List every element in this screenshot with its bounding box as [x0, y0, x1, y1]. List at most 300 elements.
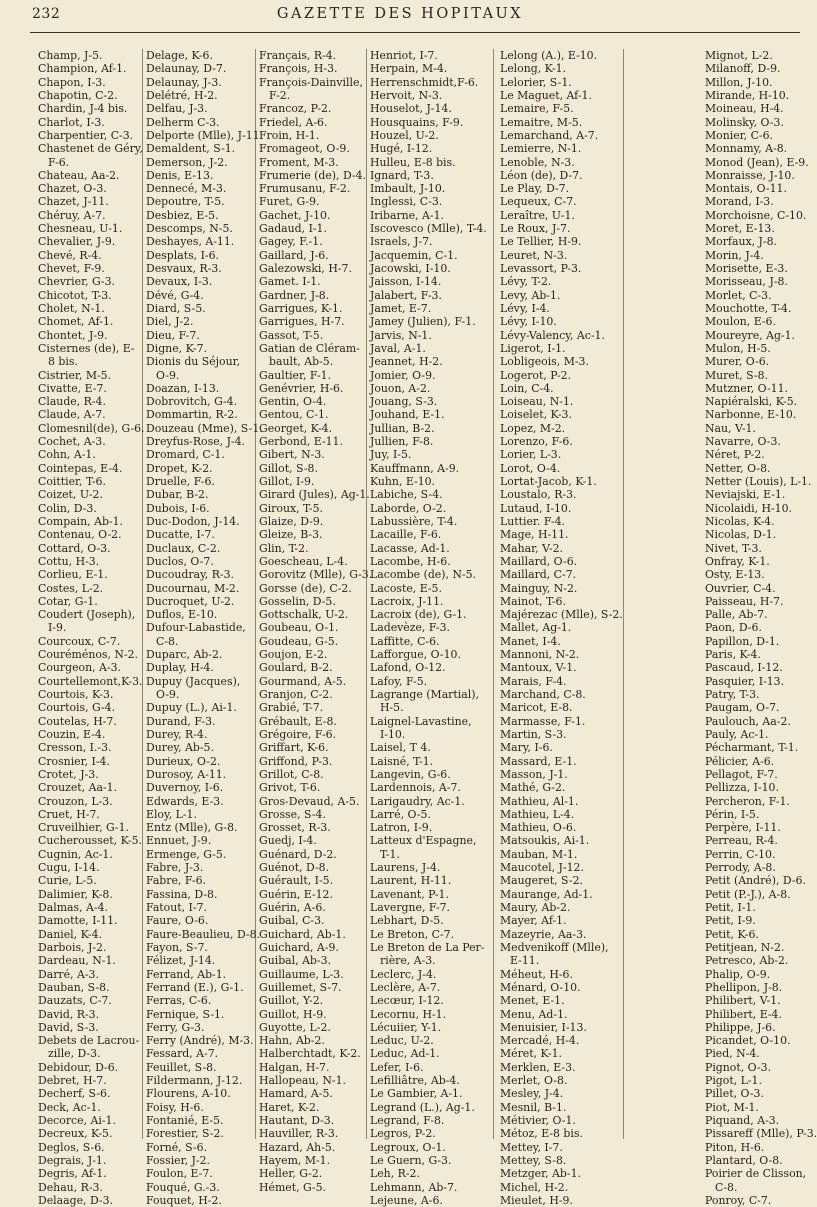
index-entry: Merlet, O-8. — [500, 1074, 568, 1088]
index-entry: Lacombe, H-6. — [370, 554, 451, 568]
index-entry: Entz (Mlle), G-8. — [146, 821, 238, 835]
index-entry: Cottard, O-3. — [38, 541, 111, 555]
index-entry: Forestier, S-2. — [146, 1127, 224, 1141]
index-entry: Griffond, P-3. — [259, 754, 333, 768]
index-entry: Neviajski, E-1. — [705, 488, 786, 502]
index-entry: Menu, Ad-1. — [500, 1007, 568, 1021]
index-entry: Duvernoy, I-6. — [146, 781, 224, 795]
index-entry: Garrigues, K-1. — [259, 301, 343, 315]
index-entry: Dalmas, A-4. — [38, 901, 108, 914]
index-entry: Mauban, M-1. — [500, 847, 578, 861]
index-entry: Deck, Ac-1. — [38, 1100, 101, 1114]
index-entry: Ferry (André), M-3. — [146, 1034, 254, 1048]
index-entry: Costes, L-2. — [38, 581, 104, 595]
index-entry: Mutzner, O-11. — [705, 381, 788, 395]
index-entry: Dobrovitch, G-4. — [146, 395, 238, 409]
index-entry: Laurens, J-4. — [370, 861, 441, 875]
index-entry: Lelong (A.), E-10. — [500, 49, 598, 62]
index-entry: Imbault, J-10. — [370, 182, 446, 196]
index-entry: Mayer, Af-1. — [500, 914, 567, 928]
index-entry: Lafond, O-12. — [370, 661, 446, 675]
index-entry: Piot, M-1. — [705, 1100, 759, 1114]
index-entry: Lévy, I-10. — [500, 315, 557, 329]
index-entry: Guillot, H-9. — [259, 1007, 327, 1021]
index-entry: Pellizza, I-10. — [705, 781, 779, 795]
index-entry: Chicotot, T-3. — [38, 288, 112, 302]
index-entry: Charlot, I-3. — [38, 115, 105, 129]
index-entry: F-6. — [48, 155, 70, 169]
index-entry: Guyotte, L-2. — [259, 1020, 331, 1034]
index-entry: Logerot, P-2. — [500, 368, 572, 382]
index-entry: Chastenet de Géry, — [38, 142, 143, 156]
index-entry: Ligerot, I-1. — [500, 341, 566, 355]
index-entry: Lemaire, F-5. — [500, 102, 574, 116]
index-entry: Mignot, L-2. — [705, 49, 773, 62]
index-entry: Gillot, S-8. — [259, 461, 318, 475]
index-entry: Curie, L-5. — [38, 874, 97, 888]
index-entry: Jaisson, I-14. — [370, 275, 442, 289]
index-entry: Chontet, J-9. — [38, 328, 108, 342]
index-entry: Jouhand, E-1. — [370, 408, 445, 422]
index-entry: Morlet, C-3. — [705, 288, 772, 302]
index-entry: Giroux, T-5. — [259, 501, 323, 515]
index-entry: Marais, F-4. — [500, 674, 567, 688]
index-entry: Mettey, S-8. — [500, 1153, 567, 1167]
index-entry: Gachet, J-10. — [259, 208, 331, 222]
index-entry: Fayon, S-7. — [146, 940, 208, 954]
index-entry: Forné, S-6. — [146, 1140, 208, 1154]
index-entry: Henriot, I-7. — [370, 49, 438, 62]
index-entry: Méret, K-1. — [500, 1047, 562, 1061]
index-entry: Cruveilhier, G-1. — [38, 821, 129, 835]
index-entry: Perpère, I-11. — [705, 821, 781, 835]
index-entry: Fouquet, H-2. — [146, 1193, 222, 1207]
index-entry: Leduc, U-2. — [370, 1034, 434, 1048]
index-entry: Gaultier, F-1. — [259, 368, 332, 382]
index-entry: Hallopeau, N-1. — [259, 1074, 346, 1088]
index-entry: Goubeau, O-1. — [259, 621, 339, 635]
index-entry: Claude, R-4. — [38, 395, 106, 409]
index-entry: Jullien, F-8. — [370, 435, 434, 449]
index-entry: Mesnil, B-1. — [500, 1100, 567, 1114]
index-entry: Cugu, I-14. — [38, 861, 100, 875]
index-entry: Chapotin, C-2. — [38, 88, 118, 102]
index-entry: Mieulet, H-9. — [500, 1193, 573, 1207]
index-entry: O-9. — [156, 688, 180, 701]
index-entry: Nau, V-1. — [705, 421, 756, 435]
index-entry: Loiselet, K-3. — [500, 408, 572, 422]
index-entry: Morin, J-4. — [705, 248, 764, 262]
index-entry: Martin, S-3. — [500, 727, 567, 741]
index-entry: Lagrange (Martial), — [370, 688, 479, 701]
index-entry: Ducoudray, R-3. — [146, 568, 234, 582]
index-entry: Hautant, D-3. — [259, 1114, 335, 1127]
index-entry: Glaize, D-9. — [259, 514, 324, 528]
index-entry: Menet, E-1. — [500, 994, 565, 1008]
index-entry: Léon (de), D-7. — [500, 168, 583, 182]
index-entry: Métoz, E-8 bis. — [500, 1127, 583, 1141]
index-entry: Delfau, J-3. — [146, 102, 208, 116]
index-entry: Descomps, N-5. — [146, 222, 233, 236]
index-entry: Guichard, A-9. — [259, 940, 339, 954]
index-entry: Murer, O-6. — [705, 355, 770, 369]
index-column-6 — [705, 49, 817, 1207]
index-entry: Chevrier, G-3. — [38, 275, 115, 289]
index-entry: Leclère, A-7. — [370, 980, 441, 994]
index-entry: Félizet, J-14. — [146, 954, 216, 968]
index-entry: Michel, H-2. — [500, 1180, 569, 1194]
index-entry: Montais, O-11. — [705, 182, 787, 196]
index-entry: zille, D-3. — [48, 1047, 101, 1061]
index-entry: Javal, A-1. — [370, 341, 426, 355]
index-entry: Dropet, K-2. — [146, 461, 213, 475]
index-entry: Galezowski, H-7. — [259, 262, 352, 275]
index-entry: Maricot, E-8. — [500, 701, 573, 715]
index-entry: Decorce, Ai-1. — [38, 1114, 116, 1127]
index-entry: Philibert, E-4. — [705, 1007, 782, 1021]
index-entry: Dalimier, K-8. — [38, 887, 113, 901]
index-entry: Navarre, O-3. — [705, 435, 781, 449]
index-entry: Lefer, I-6. — [370, 1060, 424, 1074]
index-entry: Darré, A-3. — [38, 967, 99, 981]
index-entry: Dardeau, N-1. — [38, 954, 116, 968]
index-entry: Paris, K-4. — [705, 648, 761, 662]
index-entry: Cochet, A-3. — [38, 435, 106, 449]
index-entry: Pied, N-4. — [705, 1047, 760, 1061]
index-entry: Labiche, S-4. — [370, 488, 443, 502]
index-entry: Crouzon, L-3. — [38, 794, 113, 808]
index-entry: Durand, F-3. — [146, 714, 216, 728]
index-entry: Maurange, Ad-1. — [500, 887, 593, 901]
index-entry: Pillet, O-3. — [705, 1087, 764, 1101]
index-entry: Lorier, L-3. — [500, 448, 562, 462]
index-entry: Housquains, F-9. — [370, 115, 464, 129]
index-entry: Ferry, G-3. — [146, 1020, 205, 1034]
index-entry: Douzeau (Mme), S-1. — [146, 421, 263, 435]
index-entry: Ménard, O-10. — [500, 980, 581, 994]
index-entry: Nivet, T-3. — [705, 541, 762, 555]
index-entry: Lacaille, F-6. — [370, 528, 442, 542]
index-entry: Millon, J-10. — [705, 75, 773, 89]
index-entry: Fassina, D-8. — [146, 887, 218, 901]
index-entry: Langevin, G-6. — [370, 767, 451, 781]
index-entry: Dehau, R-3. — [38, 1180, 103, 1194]
index-entry: Napiéralski, K-5. — [705, 395, 798, 409]
index-entry: Courtellemont,K-3. — [38, 674, 143, 688]
index-entry: Cugnin, Ac-1. — [38, 847, 113, 861]
index-entry: Coutelas, H-7. — [38, 714, 117, 728]
index-entry: Deglos, S-6. — [38, 1140, 105, 1154]
index-entry: Nicolas, K-4. — [705, 514, 775, 528]
index-entry: Latron, I-9. — [370, 821, 433, 835]
index-entry: Lebhart, D-5. — [370, 914, 444, 928]
index-entry: Le Guern, G-3. — [370, 1153, 452, 1167]
index-entry: Lecœur, I-12. — [370, 994, 444, 1008]
index-entry: Mulon, H-5. — [705, 341, 771, 355]
index-entry: Moureyre, Ag-1. — [705, 328, 796, 342]
index-entry: Lévy-Valency, Ac-1. — [500, 328, 605, 342]
index-entry: Feuillet, S-8. — [146, 1060, 217, 1074]
index-entry: Gerbond, E-11. — [259, 435, 343, 449]
index-entry: Philippe, J-6. — [705, 1020, 776, 1034]
index-entry: Leduc, Ad-1. — [370, 1047, 440, 1061]
index-entry: Lacoste, E-5. — [370, 581, 442, 595]
index-entry: Monod (Jean), E-9. — [705, 155, 809, 169]
index-column-2 — [146, 49, 263, 1207]
index-entry: Duparc, Ab-2. — [146, 648, 223, 662]
index-entry: Jullian, B-2. — [370, 421, 435, 435]
index-entry: Dupuy (Jacques), — [146, 674, 241, 688]
index-entry: Houzel, U-2. — [370, 128, 439, 142]
index-entry: Duc-Dodon, J-14. — [146, 514, 240, 528]
index-entry: Hamard, A-5. — [259, 1087, 333, 1101]
index-entry: Paulouch, Aa-2. — [705, 714, 791, 728]
index-entry: Le Breton, C-7. — [370, 927, 455, 941]
index-entry: Muret, S-8. — [705, 368, 769, 382]
index-entry: Merklen, E-3. — [500, 1060, 576, 1074]
index-entry: Monnamy, A-8. — [705, 142, 788, 156]
index-entry: Gentin, O-4. — [259, 395, 327, 409]
index-entry: Moineau, H-4. — [705, 102, 784, 116]
index-entry: Gentou, C-1. — [259, 408, 329, 422]
index-entry: Digne, K-7. — [146, 341, 207, 355]
index-entry: Mahar, V-2. — [500, 541, 564, 555]
index-entry: Fromageot, O-9. — [259, 142, 350, 156]
index-entry: Coudert (Joseph), — [38, 608, 136, 622]
index-entry: Petit (P.-J.), A-8. — [705, 887, 791, 901]
index-entry: François-Dainville, — [259, 75, 363, 89]
index-entry: Crosnier, I-4. — [38, 754, 110, 768]
index-entry: Halgan, H-7. — [259, 1060, 330, 1074]
index-entry: Larré, O-5. — [370, 807, 431, 821]
index-entry: Levassort, P-3. — [500, 262, 582, 275]
index-entry: Pascaud, I-12. — [705, 661, 783, 675]
index-entry: Dionis du Séjour, — [146, 355, 241, 369]
index-entry: Ferras, C-6. — [146, 994, 212, 1008]
index-entry: Guérin, E-12. — [259, 887, 333, 901]
index-entry: Menuisier, I-13. — [500, 1020, 587, 1034]
column-divider — [493, 49, 494, 1139]
index-entry: Fouqué, G.-3. — [146, 1180, 220, 1194]
index-entry: Fildermann, J-12. — [146, 1074, 243, 1088]
index-entry: Doazan, I-13. — [146, 381, 220, 395]
index-entry: Dupuy (L.), Ai-1. — [146, 701, 237, 715]
index-entry: Cisternes (de), E- — [38, 341, 135, 355]
index-entry: Chomet, Af-1. — [38, 315, 114, 329]
index-entry: Champ, J-5. — [38, 49, 103, 62]
index-entry: Osty, E-13. — [705, 568, 765, 582]
index-entry: Gourmand, A-5. — [259, 674, 347, 688]
index-entry: Le Roux, J-7. — [500, 222, 571, 236]
index-entry: Morisseau, J-8. — [705, 275, 788, 289]
index-entry: Furet, G-9. — [259, 195, 320, 209]
index-entry: Perreau, R-4. — [705, 834, 778, 848]
index-entry: Mathieu, L-4. — [500, 807, 575, 821]
index-entry: Laignel-Lavastine, — [370, 714, 472, 728]
index-entry: Cotar, G-1. — [38, 594, 98, 608]
index-entry: Lortat-Jacob, K-1. — [500, 475, 597, 488]
index-entry: Lévy, T-2. — [500, 275, 552, 289]
index-entry: Marchand, C-8. — [500, 688, 586, 701]
index-entry: Laisel, T 4. — [370, 741, 431, 755]
index-entry: Legroux, O-1. — [370, 1140, 446, 1154]
index-entry: Le Play, D-7. — [500, 182, 570, 196]
index-entry: Ducatte, I-7. — [146, 528, 215, 542]
index-entry: Lemarchand, A-7. — [500, 128, 599, 142]
index-entry: Lardennois, A-7. — [370, 781, 461, 795]
index-entry: Lavenant, P-1. — [370, 887, 449, 901]
index-entry: Debidour, D-6. — [38, 1060, 119, 1074]
index-entry: Goescheau, L-4. — [259, 554, 348, 568]
index-entry: Chevet, F-9. — [38, 262, 105, 275]
index-entry: Lafoy, F-5. — [370, 674, 428, 688]
index-entry: Poirier de Clisson, — [705, 1167, 807, 1181]
index-entry: Granjon, C-2. — [259, 688, 333, 701]
index-entry: Ennuet, J-9. — [146, 834, 212, 848]
index-entry: Fatout, I-7. — [146, 901, 207, 914]
index-entry: Hervoit, N-3. — [370, 88, 443, 102]
index-entry: Maucotel, J-12. — [500, 861, 584, 875]
index-entry: Gorovitz (Mlle), G-3. — [259, 568, 373, 582]
index-entry: Petit, I-1. — [705, 901, 756, 914]
index-entry: Pigot, L-1. — [705, 1074, 762, 1088]
index-entry: Haret, K-2. — [259, 1100, 320, 1114]
index-entry: Matsoukis, Ai-1. — [500, 834, 590, 848]
index-entry: Chazet, J-11. — [38, 195, 109, 209]
index-entry: Dubois, I-6. — [146, 501, 210, 515]
index-entry: Latteux d'Espagne, — [370, 834, 477, 848]
index-entry: Gagey, F.-1. — [259, 235, 323, 249]
index-entry: Mirande, H-10. — [705, 88, 790, 102]
index-entry: Desvaux, R-3. — [146, 262, 222, 275]
index-entry: Coizet, U-2. — [38, 488, 103, 502]
index-entry: Le Breton de La Per- — [370, 940, 485, 954]
index-entry: Monier, C-6. — [705, 128, 773, 142]
index-entry: Lecornu, H-1. — [370, 1007, 447, 1021]
index-entry: Dreyfus-Rose, J-4. — [146, 435, 245, 449]
index-entry: Laffitte, C-6. — [370, 634, 440, 648]
index-entry: Maugeret, S-2. — [500, 874, 583, 888]
index-entry: Guillot, Y-2. — [259, 994, 324, 1008]
index-entry: Foulon, E-7. — [146, 1167, 213, 1181]
index-entry: Gorsse (de), C-2. — [259, 581, 352, 595]
page-title: GAZETTE DES HOPITAUX — [276, 6, 524, 22]
index-entry: Petit (André), D-6. — [705, 874, 806, 888]
index-entry: Grabié, T-7. — [259, 701, 324, 715]
index-entry: Guénard, D-2. — [259, 847, 337, 861]
index-entry: Paisseau, H-7. — [705, 594, 784, 608]
index-entry: Legros, P-2. — [370, 1127, 436, 1141]
index-column-4 — [370, 49, 487, 1207]
index-entry: Loin, C-4. — [500, 381, 554, 395]
index-entry: Philibert, V-1. — [705, 994, 781, 1008]
index-entry: Gibert, N-3. — [259, 448, 325, 462]
index-entry: Picandet, O-10. — [705, 1034, 791, 1048]
index-entry: Metzger, Ab-1. — [500, 1167, 581, 1181]
index-entry: Hémet, G-5. — [259, 1180, 326, 1194]
index-entry: Friedel, A-6. — [259, 115, 328, 129]
index-entry: Ferrand, Ab-1. — [146, 967, 227, 981]
index-entry: Narbonne, E-10. — [705, 408, 797, 422]
index-entry: Durosoy, A-11. — [146, 767, 227, 781]
index-entry: Chéruy, A-7. — [38, 208, 106, 222]
index-entry: Druelle, F-6. — [146, 475, 215, 488]
index-entry: Garrigues, H-7. — [259, 315, 345, 329]
index-entry: Grébault, E-8. — [259, 714, 337, 728]
index-entry: Milanoff, D-9. — [705, 62, 781, 76]
index-entry: Lutaud, I-10. — [500, 501, 572, 515]
index-entry: Gottschalk, U-2. — [259, 608, 349, 622]
index-entry: Debret, H-7. — [38, 1074, 107, 1088]
index-entry: O-9. — [156, 368, 180, 382]
index-entry: Duplay, H-4. — [146, 661, 214, 675]
index-entry: Néret, P-2. — [705, 448, 765, 462]
index-entry: Duflos, E-10. — [146, 608, 218, 622]
index-entry: Onfray, K-1. — [705, 554, 770, 568]
index-entry: Claude, A-7. — [38, 408, 106, 422]
index-entry: Fernique, S-1. — [146, 1007, 225, 1021]
index-entry: E-11. — [510, 954, 540, 968]
index-entry: Guérin, A-6. — [259, 901, 326, 914]
index-column-3 — [259, 49, 372, 1194]
index-entry: Cholet, N-1. — [38, 301, 105, 315]
index-entry: Delporte (Mlle), J-11. — [146, 128, 264, 142]
index-entry: H-5. — [380, 701, 404, 715]
index-entry: Faure, O-6. — [146, 914, 209, 928]
index-entry: Denis, E-13. — [146, 168, 214, 182]
index-entry: Guedj, I-4. — [259, 834, 317, 848]
index-entry: Fabre, J-3. — [146, 861, 204, 875]
index-entry: Hayem, M-1. — [259, 1153, 331, 1167]
index-entry: Decreux, K-5. — [38, 1127, 113, 1141]
index-entry: Ponroy, C-7. — [705, 1193, 772, 1207]
index-entry: Diel, J-2. — [146, 315, 194, 329]
index-entry: Moulon, E-6. — [705, 315, 776, 329]
column-divider — [623, 49, 624, 1139]
index-entry: Pignot, O-3. — [705, 1060, 772, 1074]
index-entry: Loustalo, R-3. — [500, 488, 577, 502]
index-entry: Edwards, E-3. — [146, 794, 224, 808]
index-entry: Delaage, D-3. — [38, 1193, 113, 1207]
index-entry: F-2. — [269, 88, 291, 102]
index-entry: Delaunay, D-7. — [146, 62, 227, 76]
index-entry: Guibal, Ab-3. — [259, 954, 331, 968]
index-entry: Chazet, O-3. — [38, 182, 107, 196]
index-entry: Legrand, F-8. — [370, 1114, 445, 1127]
index-entry: Lelorier, S-1. — [500, 75, 572, 89]
index-entry: Laurent, H-11. — [370, 874, 452, 888]
index-entry: Dufour-Labastide, — [146, 621, 246, 635]
index-entry: Lejeune, A-6. — [370, 1193, 443, 1207]
index-entry: Chardin, J-4 bis. — [38, 102, 128, 116]
index-entry: I-9. — [48, 621, 67, 635]
index-entry: Lacombe (de), N-5. — [370, 568, 477, 582]
index-entry: Mettey, I-7. — [500, 1140, 563, 1154]
index-entry: Gardner, J-8. — [259, 288, 330, 302]
index-entry: Jalabert, F-3. — [370, 288, 442, 302]
index-entry: Petresco, Ab-2. — [705, 954, 789, 968]
index-entry: Gleize, B-3. — [259, 528, 323, 542]
index-entry: Duclos, O-7. — [146, 554, 214, 568]
index-entry: Grosse, S-4. — [259, 807, 326, 821]
index-entry: Le Maguet, Af-1. — [500, 88, 592, 102]
index-entry: Cresson, I.-3. — [38, 741, 112, 755]
index-entry: Guillemet, S-7. — [259, 980, 342, 994]
index-entry: Depoutre, T-5. — [146, 195, 225, 209]
index-entry: Mannoni, N-2. — [500, 648, 580, 662]
index-entry: T-1. — [380, 847, 400, 861]
index-entry: Gros-Devaud, A-5. — [259, 794, 360, 808]
